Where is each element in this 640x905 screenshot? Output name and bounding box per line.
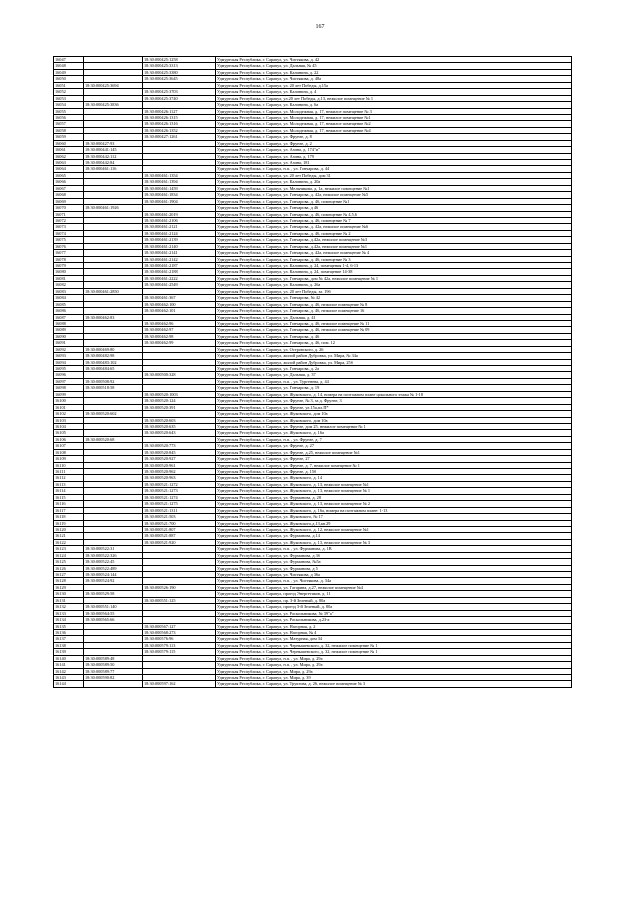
building-cadastral-number-cell: 18:30:000521:920 [143,539,216,545]
address-cell: Удмуртская Республика, г. Сарапул, ул. Матурная, дом 34 [216,636,572,642]
row-number-cell: 16093 [54,353,84,359]
row-number-cell: 16069 [54,198,84,204]
row-number-cell: 16097 [54,378,84,384]
land-cadastral-number-cell: 18:30:000425:3694 [84,82,143,88]
row-number-cell: 16117 [54,507,84,513]
address-cell: Удмуртская Республика, г. Сарапул, н.п. , ул. Мира, д. 29а [216,662,572,668]
address-cell: Удмуртская Республика, г. Сарапул, ул. Фрунзе, д.25, нежилое помещение №1 [216,449,572,455]
row-number-cell: 16048 [54,63,84,69]
land-cadastral-number-cell: 18:30:000520:602 [84,411,143,417]
row-number-cell: 16120 [54,526,84,532]
address-cell: Удмуртская Республика, г. Сарапул, ул. Раскольникова, д.23-а [216,617,572,623]
building-cadastral-number-cell: 18:30:000461:2142 [143,256,216,262]
row-number-cell: 16139 [54,649,84,655]
building-cadastral-number-cell: 18:30:000520:773 [143,443,216,449]
address-cell: Удмуртская Республика, г. Сарапул, ул. Фурманова, д. 28 [216,494,572,500]
address-cell: Удмуртская Республика, г. Сарапул, ул. Гончарова, д. 46, нежилое помещение № 09 [216,327,572,333]
address-cell: Удмуртская Республика, г. Сарапул, ул. Жуковского, д. 12, нежилое помещение №1 [216,526,572,532]
address-cell: Удмуртская Республика, г. Сарапул, ул. Жуковского, д. 16а [216,430,572,436]
row-number-cell: 16055 [54,108,84,114]
address-cell: Удмуртская Республика, г. Сарапул, ул. Чистякова, д. 48а [216,76,572,82]
address-cell: Удмуртская Республика, г. Сарапул, жилой район Дубровка, ул. Мира, 25б [216,359,572,365]
address-cell: Удмуртская Республика, г. Сарапул, ул. Раскольникова, № 39"а" [216,610,572,616]
building-cadastral-number-cell: 18:30:000462:100 [143,301,216,307]
address-cell: Удмуртская Республика, г. Сарапул, ул. Молодежная, д. 17, нежилое помещение №1 [216,114,572,120]
address-cell: Удмуртская Республика, г. Сарапул, н.п. , ул. Фрунзе, д. 7 [216,436,572,442]
row-number-cell: 16090 [54,333,84,339]
row-number-cell: 16133 [54,610,84,616]
row-number-cell: 16049 [54,69,84,75]
building-cadastral-number-cell: 18:30:000425:3380 [143,69,216,75]
address-cell: Удмуртская Республика, г. Сарапул, ул. Чистякова, д 36а [216,572,572,578]
address-cell: Удмуртская Республика, г. Сарапул, ул. Чистякова, д. 42 [216,57,572,63]
land-cadastral-number-cell: 18:30:000442:112 [84,153,143,159]
row-number-cell: 16121 [54,533,84,539]
row-number-cell: 16085 [54,301,84,307]
address-cell: Удмуртская Республика, г. Сарапул, ул. Труктова, д. 26, нежилое помещение № 3 [216,681,572,687]
row-number-cell: 16074 [54,230,84,236]
address-cell: Удмуртская Республика, г. Сарапул, пр. 3-й Зеленый, д. 80а [216,597,572,603]
land-cadastral-number-cell: 18:30:000461:1926 [84,205,143,211]
address-cell: Удмуртская Республика, г. Сарапул, ул. Мельникова, д. 1а, нежилое помещение №1 [216,185,572,191]
building-cadastral-number-cell: 18:30:000461:1904 [143,198,216,204]
building-cadastral-number-cell: 18:30:000462:96 [143,320,216,326]
address-cell: Удмуртская Республика, г. Сарапул, ул. Гончарова, дом № 42а, нежилое помещение № 1 [216,275,572,281]
row-number-cell: 16114 [54,488,84,494]
address-cell: Удмуртская Республика, г. Сарапул, ул. Жуковского, № 17 [216,514,572,520]
building-cadastral-number-cell: 18:30:000461:2124 [143,230,216,236]
row-number-cell: 16099 [54,391,84,397]
table-body [54,57,572,688]
row-number-cell: 16134 [54,617,84,623]
row-number-cell: 16080 [54,269,84,275]
row-number-cell: 16136 [54,629,84,635]
building-cadastral-number-cell: 18:30:000461:2187 [143,263,216,269]
building-cadastral-number-cell: 18:30:000521:1274 [143,494,216,500]
land-cadastral-number-cell: 18:30:000590:82 [84,675,143,681]
building-cadastral-number-cell: 18:30:000462:99 [143,340,216,346]
land-cadastral-number-cell: 18:30:000518:58 [84,385,143,391]
address-cell: Удмуртская Республика, г. Сарапул, ул. Калинина, д. 26а [216,282,572,288]
row-number-cell: 16132 [54,604,84,610]
row-number-cell: 16118 [54,514,84,520]
row-number-cell: 16077 [54,250,84,256]
land-cadastral-number-cell [84,681,143,687]
building-cadastral-number-cell: 18:30:000461:1459 [143,185,216,191]
address-cell: Удмуртская Республика, г. Сарапул, ул. Молодежная, д. 17, нежилое помещение №2 [216,121,572,127]
address-cell: Удмуртская Республика, г. Сарапул, ул. Мира, д. 29а [216,668,572,674]
address-cell: Удмуртская Республика, г. Сарапул, ул. Дальняя, д. 37 [216,372,572,378]
row-number-cell: 16066 [54,179,84,185]
building-cadastral-number-cell: 18:30:000521:503 [143,514,216,520]
address-cell: Удмуртская Республика, г. Сарапул, ул. Гончарова, д. 46, нежилое помещение № 8 [216,301,572,307]
land-cadastral-number-cell: 18:30:000462:83 [84,314,143,320]
land-cadastral-number-cell: 18:30:000442:84 [84,160,143,166]
address-cell: Удмуртская Республика, г. Сарапул, н.п. , ул. Тургенева, д. 44 [216,378,572,384]
table-row [54,681,572,687]
building-cadastral-number-cell: 18:30:000568:273 [143,629,216,635]
building-cadastral-number-cell: 18:30:000520:927 [143,456,216,462]
land-cadastral-number-cell: 18:30:000589:77 [84,668,143,674]
row-number-cell: 16054 [54,102,84,108]
address-cell: Удмуртская Республика, г. Сарапул, ул. Фрунзе, № 3, за д. Фрунзе, 3 [216,398,572,404]
row-number-cell: 16095 [54,366,84,372]
address-cell: Удмуртская Республика, г. Сарапул, ул. Гагарина, д.27, нежилое помещение №4 [216,584,572,590]
address-cell: Удмуртская Республика, г. Сарапул, ул. Дальняя, № 45 [216,63,572,69]
address-cell: Удмуртская Республика, г. Сарапул, ул. Гончарова, д. 46, помещение № 2 [216,230,572,236]
row-number-cell: 16082 [54,282,84,288]
address-cell: Удмуртская Республика, г. Сарапул, ул. Чернышевского, д. 32, нежилое помещение № 1 [216,642,572,648]
building-cadastral-number-cell: 18:30:000426:1352 [143,127,216,133]
building-cadastral-number-cell: 18:30:000520:635 [143,423,216,429]
building-cadastral-number-cell: 18:30:000462:98 [143,333,216,339]
building-cadastral-number-cell: 18:30:000461:2222 [143,275,216,281]
address-cell: Удмуртская Республика, г. Сарапул, ул. Азина, д. 179 [216,153,572,159]
building-cadastral-number-cell: 18:30:000461:1834 [143,192,216,198]
building-cadastral-number-cell: 18:30:000597:162 [143,681,216,687]
building-cadastral-number-cell: 18:30:000462:101 [143,308,216,314]
row-number-cell: 16143 [54,675,84,681]
land-cadastral-number-cell: 18:30:000461:2850 [84,288,143,294]
page-number: 167 [315,24,325,30]
land-cadastral-number-cell: 18:30:000484:65 [84,366,143,372]
land-cadastral-number-cell: 18:30:000589:48 [84,655,143,661]
land-cadastral-number-cell: 18:30:000522:326 [84,552,143,558]
row-number-cell: 16063 [54,160,84,166]
land-cadastral-number-cell: 18:30:000589:50 [84,662,143,668]
row-number-cell: 16144 [54,681,84,687]
address-cell: Удмуртская Республика, г. Сарапул, ул. Гончарова, д. 42а, нежилое помещение № 4 [216,250,572,256]
building-cadastral-number-cell: 18:30:000461:367 [143,295,216,301]
address-cell: Удмуртская Республика, г. Сарапул, ул. Гончарова, д. 42а, нежилое помещение №5 [216,192,572,198]
building-cadastral-number-cell: 18:30:000520:1003 [143,391,216,397]
building-cadastral-number-cell: 18:30:000521:1311 [143,507,216,513]
row-number-cell: 16073 [54,224,84,230]
building-cadastral-number-cell: 18:30:000521:1273 [143,488,216,494]
row-number-cell: 16056 [54,114,84,120]
address-cell: Удмуртская Республика, г. Сарапул, ул. Жуковского, д. 13, нежилое помещение № 3 [216,539,572,545]
row-number-cell: 16098 [54,385,84,391]
address-cell: Удмуртская Республика, г. Сарапул, ул. Фрунзе, д. 15б [216,469,572,475]
row-number-cell: 16084 [54,295,84,301]
building-cadastral-number-cell: 18:30:000461:1394 [143,179,216,185]
building-cadastral-number-cell: 18:30:000425:1258 [143,57,216,63]
land-cadastral-number-cell: 18:30:000482:98 [84,353,143,359]
row-number-cell: 16101 [54,404,84,410]
row-number-cell: 16113 [54,481,84,487]
address-cell: Удмуртская Республика, г. Сарапул, ул. Азина, д. 174"и" [216,147,572,153]
address-cell: Удмуртская Республика, г. Сарапул, ул. Гончарова, № 42 [216,295,572,301]
property-register-table [53,56,572,688]
building-cadastral-number-cell: 18:30:000521:1272 [143,481,216,487]
building-cadastral-number-cell: 18:30:000526:190 [143,584,216,590]
address-cell: Удмуртская Республика, г. Сарапул, ул. 20 лет Победы, дом 31 [216,172,572,178]
building-cadastral-number-cell: 18:30:000521:700 [143,520,216,526]
row-number-cell: 16094 [54,359,84,365]
row-number-cell: 16072 [54,217,84,223]
address-cell: Удмуртская Республика, г. Сарапул, ул. Фрунзе, д. 8 [216,134,572,140]
row-number-cell: 16052 [54,89,84,95]
row-number-cell: 16076 [54,243,84,249]
row-number-cell: 16109 [54,456,84,462]
row-number-cell: 16092 [54,346,84,352]
building-cadastral-number-cell: 18:30:000426:1316 [143,121,216,127]
address-cell: Удмуртская Республика, г. Сарапул, ул. Жуковского,д.13,кв.29 [216,520,572,526]
row-number-cell: 16061 [54,147,84,153]
building-cadastral-number-cell: 18:30:000520:845 [143,449,216,455]
address-cell: Удмуртская Республика, г. Сарапул, ул. Жуковского, д. 13, нежилое помещение № 2 [216,501,572,507]
building-cadastral-number-cell: 18:30:000461:2549 [143,282,216,288]
address-cell: Удмуртская Республика, г. Сарапул, ул. Фрунзе, 27 [216,456,572,462]
address-cell: Удмуртская Республика, г. Сарапул, ул. Калинина, д. 6а [216,102,572,108]
building-cadastral-number-cell: 18:30:000521:1275 [143,501,216,507]
address-cell: Удмуртская Республика, г. Сарапул, ул. Островского, д. 26 [216,346,572,352]
building-cadastral-number-cell: 18:30:000462:97 [143,327,216,333]
land-cadastral-number-cell: 18:30:000483:102 [84,359,143,365]
land-cadastral-number-cell: 18:30:000565:66 [84,617,143,623]
address-cell: Удмуртская Республика, г. Сарапул, ул. Калинина, д. 4 [216,89,572,95]
address-cell: Удмуртская Республика, г. Сарапул, ул. Жуковского, дом 10а [216,417,572,423]
row-number-cell: 16104 [54,423,84,429]
row-number-cell: 16103 [54,417,84,423]
row-number-cell: 16059 [54,134,84,140]
address-cell: Удмуртская Республика, г. Сарапул, ул. 20 лет Победы, д.15а [216,82,572,88]
address-cell: Удмуртская Республика, г. Сарапул, ул. Калинина, д. 24, помещение 14-38 [216,269,572,275]
building-cadastral-number-cell: 18:30:000461:2141 [143,250,216,256]
building-cadastral-number-cell: 18:30:000425:3740 [143,95,216,101]
row-number-cell: 16078 [54,256,84,262]
address-cell: Удмуртская Республика, г. Сарапул, ул. Жуковского, дом 10а [216,411,572,417]
row-number-cell: 16091 [54,340,84,346]
building-cadastral-number-cell: 18:30:000521:887 [143,533,216,539]
row-number-cell: 16106 [54,436,84,442]
building-cadastral-number-cell: 18:30:000461:1354 [143,172,216,178]
row-number-cell: 16050 [54,76,84,82]
land-cadastral-number-cell: 18:30:000469:80 [84,346,143,352]
row-number-cell: 16087 [54,314,84,320]
row-number-cell: 16067 [54,185,84,191]
address-cell: Удмуртская Республика, г. Сарапул, ул. Мира, д. 39 [216,675,572,681]
row-number-cell: 16138 [54,642,84,648]
row-number-cell: 16062 [54,153,84,159]
building-cadastral-number-cell: 18:30:000426:1315 [143,114,216,120]
address-cell: Удмуртская Республика, г. Сарапул, ул. Фрунзе, ул.15а,пл.П* [216,404,572,410]
address-cell: Удмуртская Республика, г. Сарапул, ул. Гончарова, д. 42а, нежилое помещение №6 [216,224,572,230]
land-cadastral-number-cell: 18:30:000508:92 [84,378,143,384]
building-cadastral-number-cell: 18:30:000461:2106 [143,217,216,223]
building-cadastral-number-cell: 18:30:000461:2019 [143,211,216,217]
address-cell: Удмуртская Республика, г. Сарапул, ул. 20 лет Победы, за. 19б [216,288,572,294]
row-number-cell: 16089 [54,327,84,333]
row-number-cell: 16115 [54,494,84,500]
address-cell: Удмуртская Республика, г. Сарапул, ул. Гончарова, д. 19 [216,385,572,391]
row-number-cell: 16081 [54,275,84,281]
row-number-cell: 16125 [54,559,84,565]
address-cell: Удмуртская Республика, г. Сарапул, ул. Азина, 181 [216,160,572,166]
building-cadastral-number-cell: 18:30:000461:2139 [143,237,216,243]
row-number-cell: 16142 [54,668,84,674]
address-cell: Удмуртская Республика, г. Сарапул, ул. Фурманова, д 5 [216,565,572,571]
row-number-cell: 16122 [54,539,84,545]
address-cell: Удмуртская Республика, г. Сарапул, ул. Гончарова, д. 46, помещение № 3 [216,256,572,262]
land-cadastral-number-cell: 18:30:000524:144 [84,572,143,578]
address-cell: Удмуртская Республика, г. Сарапул, ул. Фрунзе, д. 27 [216,443,572,449]
address-cell: Удмуртская Республика, г. Сарапул, проезд Энергетиков, д. 11 [216,591,572,597]
address-cell: Удмуртская Республика, г. Сарапул, н.п. , ул. Фурманова, д. 1В [216,546,572,552]
row-number-cell: 16119 [54,520,84,526]
building-cadastral-number-cell: 18:30:000461:2140 [143,243,216,249]
building-cadastral-number-cell: 18:30:000425:3645 [143,76,216,82]
address-cell: Удмуртская Республика, г. Сарапул, ул. Калинина, д. 24, помещения 1-4, 6-13 [216,263,572,269]
address-cell: Удмуртская Республика, г. Сарапул, ул. Гончарова, д. 46, помещение № 4,5,6 [216,211,572,217]
building-cadastral-number-cell: 18:30:000520:603 [143,417,216,423]
row-number-cell: 16058 [54,127,84,133]
row-number-cell: 16047 [54,57,84,63]
address-cell: Удмуртская Республика, г. Сарапул, ул. Гончарова, д. 46, пом. 12 [216,340,572,346]
row-number-cell: 16110 [54,462,84,468]
row-number-cell: 16096 [54,372,84,378]
row-number-cell: 16075 [54,237,84,243]
row-number-cell: 16068 [54,192,84,198]
row-number-cell: 16071 [54,211,84,217]
row-number-cell: 16124 [54,552,84,558]
row-number-cell: 16102 [54,411,84,417]
building-cadastral-number-cell: 18:30:000426:1127 [143,108,216,114]
land-cadastral-number-cell: 18:30:000520:68 [84,436,143,442]
address-cell: Удмуртская Республика, г. Сарапул, ул. Калинина, д. 20а [216,179,572,185]
address-cell: Удмуртская Республика, г. Сарапул, ул.20 лет Победы, д.13, нежилое помещение № 1 [216,95,572,101]
row-number-cell: 16112 [54,475,84,481]
address-cell: Удмуртская Республика, г. Сарапул, ул. Нагорная, д. 2 [216,623,572,629]
building-cadastral-number-cell: 18:30:000567:127 [143,623,216,629]
address-cell: Удмуртская Республика, г. Сарапул, ул. Гончарова, д 46 [216,205,572,211]
building-cadastral-number-cell: 18:30:000520:962 [143,469,216,475]
address-cell: Удмуртская Республика, г. Сарапул, ул. Нагорная, № 4 [216,629,572,635]
building-cadastral-number-cell: 18:30:000425:3703 [143,89,216,95]
building-cadastral-number-cell: 18:30:000579:115 [143,649,216,655]
row-number-cell: 16129 [54,584,84,590]
row-number-cell: 16111 [54,469,84,475]
address-cell: Удмуртская Республика, г. Сарапул, ул. Гончарова, д.42а, нежилое помещение №1 [216,243,572,249]
address-cell: Удмуртская Республика, г. Сарапул, ул. Жуковского, д. 14 [216,475,572,481]
building-cadastral-number-cell: 18:30:000520:961 [143,462,216,468]
row-number-cell: 16130 [54,591,84,597]
row-number-cell: 16083 [54,288,84,294]
address-cell: Удмуртская Республика, г. Сарапул, жилой район Дубровка, ул. Мира, № 34а [216,353,572,359]
address-cell: Удмуртская Республика, г. Сарапул, ул. Гончарова, д. 2а [216,366,572,372]
row-number-cell: 16060 [54,140,84,146]
address-cell: Удмуртская Республика, г. Сарапул, ул. Гончарова, д. 46, помещение №1 [216,198,572,204]
address-cell: Удмуртская Республика, г. Сарапул, н.п. , ул. Мира, д. 29а [216,655,572,661]
row-number-cell: 16116 [54,501,84,507]
address-cell: Удмуртская Республика, г. Сарапул, ул. Молодежная, д. 17, нежилое помещение № 3 [216,108,572,114]
row-number-cell: 16053 [54,95,84,101]
building-cadastral-number-cell: 18:30:000461:2121 [143,224,216,230]
address-cell: Удмуртская Республика, г. Сарапул, н.п. , ул. Гончарова, д. 44 [216,166,572,172]
address-cell: Удмуртская Республика, г. Сарапул, ул. Фрунзе, д. 2 [216,140,572,146]
row-number-cell: 16086 [54,308,84,314]
land-cadastral-number-cell: 18:30:000522:489 [84,565,143,571]
row-number-cell: 16141 [54,662,84,668]
building-cadastral-number-cell: 18:30:000425:3313 [143,63,216,69]
address-cell: Удмуртская Республика, г. Сарапул, ул. Фурманова, д 3б [216,552,572,558]
land-cadastral-number-cell: 18:30:000522:45 [84,559,143,565]
row-number-cell: 16128 [54,578,84,584]
address-cell: Удмуртская Республика, г. Сарапул, ул. Чернышевского, д. 32, нежилое помещение № 1 [216,649,572,655]
land-cadastral-number-cell: 18:30:000522:31 [84,546,143,552]
row-number-cell: 16079 [54,263,84,269]
address-cell: Удмуртская Республика, г. Сарапул, ул. Жуковского, д. 16а, номера на поэтажном плане: 1-13 [216,507,572,513]
land-cadastral-number-cell: 18:30:000427:93 [84,140,143,146]
row-number-cell: 16051 [54,82,84,88]
building-cadastral-number-cell: 18:30:000520:963 [143,475,216,481]
address-cell: Удмуртская Республика, г. Сарапул, ул. Гончарова, д.42а, нежилое помещение №3 [216,237,572,243]
row-number-cell: 16127 [54,572,84,578]
land-cadastral-number-cell: 18:30:000551:140 [84,604,143,610]
land-cadastral-number-cell: 18:30:000425:3836 [84,102,143,108]
land-cadastral-number-cell: 18:30:000564:55 [84,610,143,616]
address-cell: Удмуртская Республика, г. Сарапул, ул. Молодежная, д. 17, нежилое помещение №4 [216,127,572,133]
row-number-cell: 16057 [54,121,84,127]
row-number-cell: 16100 [54,398,84,404]
row-number-cell: 16065 [54,172,84,178]
row-number-cell: 16105 [54,430,84,436]
row-number-cell: 16064 [54,166,84,172]
building-cadastral-number-cell: 18:30:000500:328 [143,372,216,378]
building-cadastral-number-cell: 18:30:000427:1261 [143,134,216,140]
row-number-cell: 16126 [54,565,84,571]
land-cadastral-number-cell: 18:30:000441:145 [84,147,143,153]
land-cadastral-number-cell: 18:30:000529:58 [84,591,143,597]
land-cadastral-number-cell: 18:30:000461:116 [84,166,143,172]
building-cadastral-number-cell: 18:30:000576:96 [143,636,216,642]
address-cell: Удмуртская Республика, г. Сарапул, проезд 3-й Зеленый, д. 80а [216,604,572,610]
address-cell: Удмуртская Республика, г. Сарапул, ул. Фурманова, №5а [216,559,572,565]
building-cadastral-number-cell: 18:30:000520:124 [143,398,216,404]
address-cell: Удмуртская Республика, г. Сарапул, ул. Гончарова, д. 46, нежилое помещение 16 [216,308,572,314]
row-number-cell: 16070 [54,205,84,211]
address-cell: Удмуртская Республика, г. Сарапул, ул. Жуковского, д. 14, номера на поэтажном плане цокольного этажа № 1-18 [216,391,572,397]
address-cell: Удмуртская Республика, г. Сарапул, ул. Гончарова, д. 46, помещение № 7 [216,217,572,223]
row-number-cell: 16137 [54,636,84,642]
address-cell: Удмуртская Республика, г. Сарапул, ул. Калинина, д. 22 [216,69,572,75]
address-cell: Удмуртская Республика, г. Сарапул, ул. Жуковского, д. 13, нежилое помещение №1 [216,481,572,487]
address-cell: Удмуртская Республика, г. Сарапул, ул. Дальняя, д. 41 [216,314,572,320]
land-cadastral-number-cell: 18:30:000524:92 [84,578,143,584]
address-cell: Удмуртская Республика, г. Сарапул, ул. Жуковского, д. 13, нежилое помещение № 1 [216,488,572,494]
building-cadastral-number-cell: 18:30:000579:113 [143,642,216,648]
row-number-cell: 16131 [54,597,84,603]
row-number-cell: 16088 [54,320,84,326]
address-cell: Удмуртская Республика, г. Сарапул, ул. Фрунзе, д. 7, нежилое помещение № 1 [216,462,572,468]
address-cell: Удмуртская Республика, г. Сарапул, н.п. , ул. Чистякова, д. 34а [216,578,572,584]
row-number-cell: 16135 [54,623,84,629]
row-number-cell: 16140 [54,655,84,661]
building-cadastral-number-cell: 18:30:000461:2188 [143,269,216,275]
row-number-cell: 16123 [54,546,84,552]
building-cadastral-number-cell: 18:30:000521:807 [143,526,216,532]
row-number-cell: 16108 [54,449,84,455]
address-cell: Удмуртская Республика, г. Сарапул, ул. Фурманова, д.14 [216,533,572,539]
row-number-cell: 16107 [54,443,84,449]
building-cadastral-number-cell: 18:30:000520:391 [143,404,216,410]
address-cell: Удмуртская Республика, г. Сарапул, ул. Фрунзе, дом 25, нежилое помещение № 1 [216,423,572,429]
address-cell: Удмуртская Республика, г. Сарапул, ул. Гончарова, д. 46, нежилое помещение № 11 [216,320,572,326]
building-cadastral-number-cell: 18:30:000551:125 [143,597,216,603]
address-cell: Удмуртская Республика, г. Сарапул, ул. Гончарова, д. 46 [216,333,572,339]
building-cadastral-number-cell: 18:30:000520:643 [143,430,216,436]
